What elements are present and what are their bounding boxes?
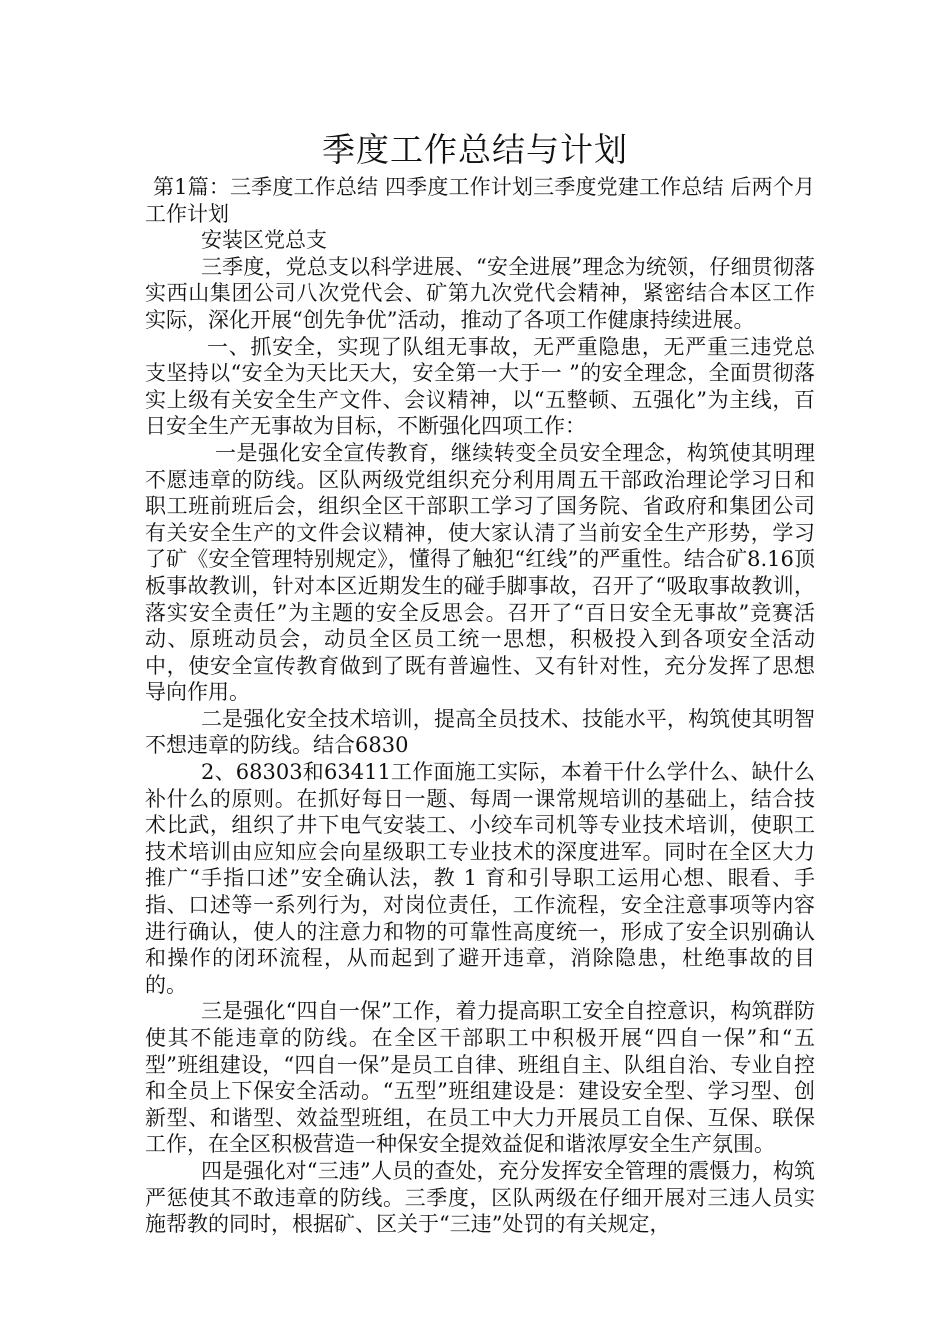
document-subtitle: 第1篇：三季度工作总结 四季度工作计划三季度党建工作总结 后两个月工作计划 xyxy=(145,175,815,226)
paragraph-point-one: 一是强化安全宣传教育，继续转变全员安全理念，构筑使其明理不愿违章的防线。区队两级党组织充分利用周五干部政治理论学习日和职工班前班后会，组织全区干部职工学习了国务院、省政府和集团公司有关安全生产的文件会议精神，使大家认清了当前安全生产形势，学习了矿《安全管理特别规定》，懂得了触犯“红线”的严重性。结合矿8.16顶板事故教训，针对本区近期发生的碰手脚事故，召开了“吸取事故教训，落实安全责任”为主题的安全反思会。召开了“百日安全无事故”竞赛活动、原班动员会，动员全区员工统一思想，积极投入到各项安全活动中，使安全宣传教育做到了既有普遍性、又有针对性，充分发挥了思想导向作用。 xyxy=(145,440,815,705)
paragraph-point-two-continued: 2、68303和63411工作面施工实际，本着干什么学什么、缺什么补什么的原则。在抓好每日一题、每周一课常规培训的基础上，结合技术比武，组织了井下电气安装工、小绞车司机等专业技术培训，使职工技术培训由应知应会向星级职工专业技术的深度进军。同时在全区大力推广“手指口述”安全确认法，教 1 育和引导职工运用心想、眼看、手指、口述等一系列行为，对岗位责任，工作流程，安全注意事项等内容进行确认，使人的注意力和物的可靠性高度统一，形成了安全识别确认和操作的闭环流程，从而起到了避开违章，消除隐患，杜绝事故的目的。 xyxy=(145,760,815,997)
document-title: 季度工作总结与计划 xyxy=(322,130,628,169)
paragraph-section-one: 一、抓安全，实现了队组无事故，无严重隐患，无严重三违党总支坚持以“安全为天比天大，安全第一大于一 ”的安全理念，全面贯彻落实上级有关安全生产文件、会议精神，以“五整顿、五强化”为主线，百日安全生产无事故为目标，不断强化四项工作： xyxy=(145,334,815,439)
paragraph-point-four: 四是强化对“三违”人员的查处，充分发挥安全管理的震慑力，构筑严惩使其不敢违章的防线。三季度，区队两级在仔细开展对三违人员实施帮教的同时，根据矿、区关于“三违”处罚的有关规定， xyxy=(145,1158,815,1237)
paragraph-point-three: 三是强化“四自一保”工作，着力提高职工安全自控意识，构筑群防使其不能违章的防线。在全区干部职工中积极开展“四自一保”和“五型”班组建设，“四自一保”是员工自律、班组自主、队组自治、专业自控和全员上下保安全活动。“五型”班组建设是：建设安全型、学习型、创新型、和谐型、效益型班组，在员工中大力开展员工自保、互保、联保工作，在全区积极营造一种保安全提效益促和谐浓厚安全生产氛围。 xyxy=(145,999,815,1157)
paragraph-intro: 三季度，党总支以科学进展、“安全进展”理念为统领，仔细贯彻落实西山集团公司八次党代会、矿第九次党代会精神，紧密结合本区工作实际，深化开展“创先争优”活动，推动了各项工作健康持续进展。 xyxy=(145,254,815,332)
author-line: 安装区党总支 xyxy=(201,228,327,253)
document-body xyxy=(145,174,815,1238)
paragraph-point-two: 二是强化安全技术培训，提高全员技术、技能水平，构筑使其明智不想违章的防线。结合6830 xyxy=(145,706,815,758)
